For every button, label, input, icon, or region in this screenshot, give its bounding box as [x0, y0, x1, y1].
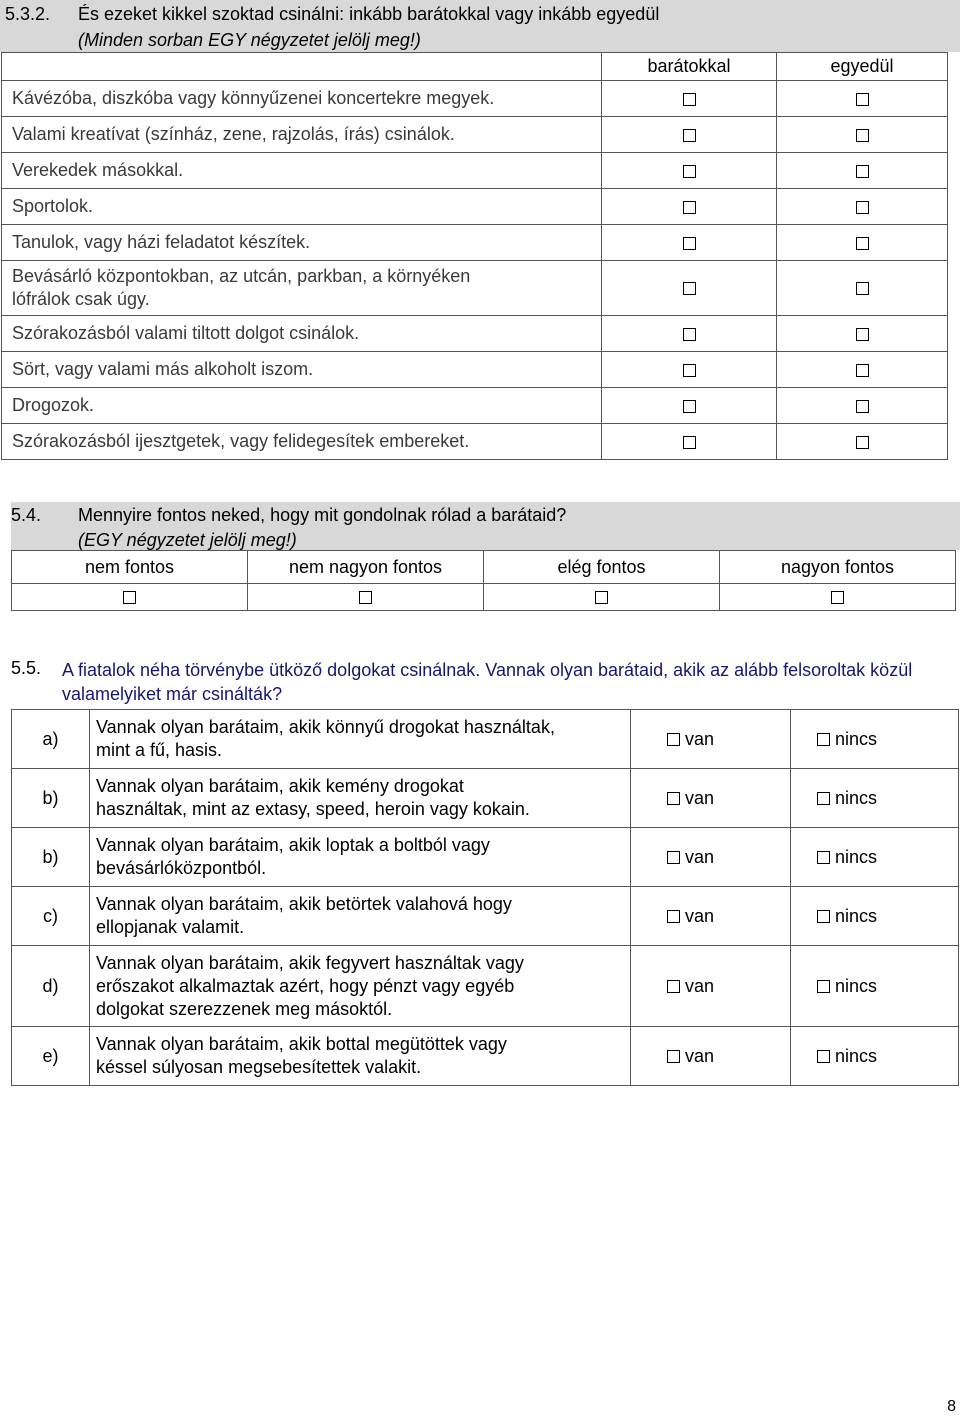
checkbox-very-important[interactable]	[831, 591, 844, 604]
statement-text	[90, 887, 631, 946]
question-label: Szórakozásból ijesztgetek, vagy felidegesítek embereket.	[2, 424, 602, 460]
checkbox-alone[interactable]	[856, 93, 869, 106]
question-label: Valami kreatívat (színház, zene, rajzolás, írás) csinálok.	[2, 117, 602, 153]
option-no[interactable]	[791, 946, 959, 1027]
option-yes[interactable]	[631, 828, 791, 887]
friends-behaviour-table	[11, 709, 959, 1086]
section-number: 5.5.	[11, 658, 42, 678]
section-title: És ezeket kikkel szoktad csinálni: inkább barátokkal vagy inkább egyedül	[78, 4, 660, 24]
checkbox-alone[interactable]	[856, 436, 869, 449]
question-label: Szórakozásból valami tiltott dolgot csinálok.	[2, 316, 602, 352]
column-header-alone: egyedül	[777, 53, 948, 81]
option-no[interactable]	[791, 1027, 959, 1086]
importance-scale-table	[11, 550, 956, 611]
section-title	[62, 658, 960, 706]
section-instruction: (EGY négyzetet jelölj meg!)	[78, 530, 297, 550]
question-label: Sportolok.	[2, 189, 602, 225]
row-label: a)	[12, 710, 90, 769]
section-title: Mennyire fontos neked, hogy mit gondolnak rólad a barátaid?	[78, 505, 567, 525]
option-yes[interactable]	[631, 946, 791, 1027]
row-label: b)	[12, 769, 90, 828]
checkbox-alone[interactable]	[856, 129, 869, 142]
statement-line: Vannak olyan barátaim, akik bottal megütöttek vagy	[96, 1034, 507, 1054]
question-label-line2: lófrálok csak úgy.	[12, 289, 150, 309]
statement-line: Vannak olyan barátaim, akik könnyű drogokat használtak,	[96, 717, 555, 737]
scale-label: nem nagyon fontos	[248, 551, 484, 584]
statement-line: Vannak olyan barátaim, akik kemény drogokat	[96, 776, 464, 796]
checkbox-alone[interactable]	[856, 328, 869, 341]
activity-companion-table	[1, 52, 948, 460]
statement-text	[90, 1027, 631, 1086]
statement-line: Vannak olyan barátaim, akik betörtek valahová hogy	[96, 894, 512, 914]
section-instruction: (Minden sorban EGY négyzetet jelölj meg!)	[78, 30, 421, 50]
option-no-label: nincs	[835, 787, 878, 808]
checkbox-friends[interactable]	[683, 129, 696, 142]
question-label-line1: Bevásárló központokban, az utcán, parkban, a környéken	[12, 266, 471, 286]
checkbox-yes[interactable]	[667, 910, 680, 923]
checkbox-yes[interactable]	[667, 1050, 680, 1063]
option-yes-label: van	[685, 1045, 715, 1066]
header-blank	[2, 53, 602, 81]
option-yes-label: van	[685, 975, 715, 996]
statement-line: használtak, mint az extasy, speed, heroin vagy kokain.	[96, 799, 530, 819]
checkbox-not-important[interactable]	[123, 591, 136, 604]
checkbox-friends[interactable]	[683, 237, 696, 250]
question-label: Kávézóba, diszkóba vagy könnyűzenei koncertekre megyek.	[2, 81, 602, 117]
option-yes[interactable]	[631, 710, 791, 769]
checkbox-no[interactable]	[817, 910, 830, 923]
section-title-part2: Vannak olyan barátaid, akik az alább felsoroltak közül valamelyiket már csinálták?	[62, 660, 913, 704]
checkbox-no[interactable]	[817, 980, 830, 993]
row-label: c)	[12, 887, 90, 946]
section-number: 5.3.2.	[5, 4, 51, 24]
checkbox-alone[interactable]	[856, 237, 869, 250]
checkbox-friends[interactable]	[683, 328, 696, 341]
checkbox-no[interactable]	[817, 1050, 830, 1063]
statement-line: Vannak olyan barátaim, akik loptak a boltból vagy	[96, 835, 490, 855]
scale-label: nem fontos	[12, 551, 248, 584]
checkbox-friends[interactable]	[683, 165, 696, 178]
column-header-friends: barátokkal	[602, 53, 777, 81]
checkbox-yes[interactable]	[667, 733, 680, 746]
statement-line: dolgokat szerezzenek meg másoktól.	[96, 998, 393, 1019]
checkbox-yes[interactable]	[667, 851, 680, 864]
checkbox-alone[interactable]	[856, 400, 869, 413]
checkbox-quite-important[interactable]	[595, 591, 608, 604]
statement-line: Vannak olyan barátaim, akik fegyvert használtak vagy	[96, 952, 524, 973]
checkbox-friends[interactable]	[683, 282, 696, 295]
option-no[interactable]	[791, 769, 959, 828]
section-number: 5.4.	[11, 505, 42, 525]
question-label: Sört, vagy valami más alkoholt iszom.	[2, 352, 602, 388]
option-no[interactable]	[791, 710, 959, 769]
statement-text	[90, 828, 631, 887]
question-label: Tanulok, vagy házi feladatot készítek.	[2, 225, 602, 261]
checkbox-no[interactable]	[817, 792, 830, 805]
statement-text	[90, 710, 631, 769]
option-yes[interactable]	[631, 887, 791, 946]
checkbox-friends[interactable]	[683, 201, 696, 214]
checkbox-not-very-important[interactable]	[359, 591, 372, 604]
option-yes-label: van	[685, 905, 715, 926]
option-yes[interactable]	[631, 769, 791, 828]
checkbox-yes[interactable]	[667, 980, 680, 993]
statement-line: késsel súlyosan megsebesítettek valakit.	[96, 1057, 422, 1077]
checkbox-alone[interactable]	[856, 201, 869, 214]
checkbox-friends[interactable]	[683, 364, 696, 377]
checkbox-no[interactable]	[817, 851, 830, 864]
checkbox-friends[interactable]	[683, 93, 696, 106]
option-yes-label: van	[685, 728, 715, 749]
statement-text	[90, 946, 631, 1027]
row-label: d)	[12, 946, 90, 1027]
page-number: 8	[947, 1398, 956, 1415]
option-no-label: nincs	[835, 975, 878, 996]
statement-line: mint a fű, hasis.	[96, 740, 223, 760]
checkbox-no[interactable]	[817, 733, 830, 746]
option-no-label: nincs	[835, 728, 878, 749]
option-no[interactable]	[791, 887, 959, 946]
option-no-label: nincs	[835, 846, 878, 867]
statement-text	[90, 769, 631, 828]
option-no-label: nincs	[835, 905, 878, 926]
option-yes[interactable]	[631, 1027, 791, 1086]
question-label: Drogozok.	[2, 388, 602, 424]
question-label: Verekedek másokkal.	[2, 153, 602, 189]
option-yes-label: van	[685, 787, 715, 808]
option-no-label: nincs	[835, 1045, 878, 1066]
checkbox-alone[interactable]	[856, 165, 869, 178]
checkbox-alone[interactable]	[856, 282, 869, 295]
checkbox-alone[interactable]	[856, 364, 869, 377]
checkbox-friends[interactable]	[683, 400, 696, 413]
row-label: b)	[12, 828, 90, 887]
option-yes-label: van	[685, 846, 715, 867]
scale-label: nagyon fontos	[720, 551, 956, 584]
statement-line: ellopjanak valamit.	[96, 917, 245, 937]
option-no[interactable]	[791, 828, 959, 887]
statement-line: bevásárlóközpontból.	[96, 858, 267, 878]
scale-label: elég fontos	[484, 551, 720, 584]
checkbox-friends[interactable]	[683, 436, 696, 449]
checkbox-yes[interactable]	[667, 792, 680, 805]
row-label: e)	[12, 1027, 90, 1086]
statement-line: erőszakot alkalmaztak azért, hogy pénzt vagy egyéb	[96, 975, 515, 996]
question-label	[2, 261, 602, 316]
section-title-part1: A fiatalok néha törvénybe ütköző dolgokat csinálnak.	[62, 660, 486, 680]
